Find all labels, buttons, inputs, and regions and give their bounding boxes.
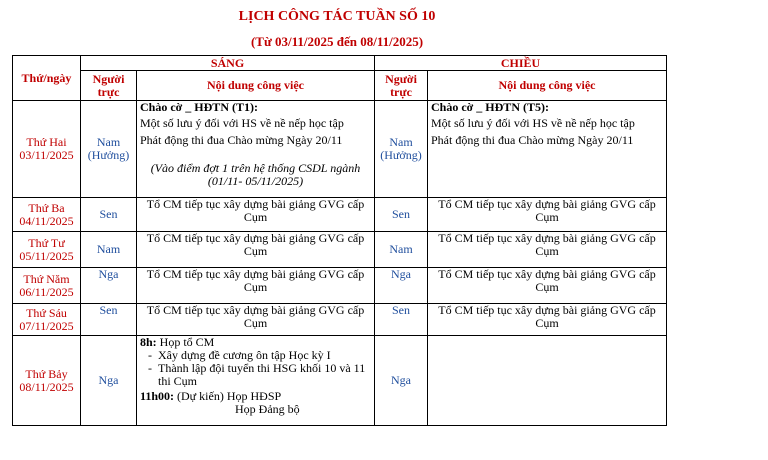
meeting-text: Họp Đảng bộ [235, 402, 300, 416]
day-cell [13, 232, 81, 268]
day-cell [13, 101, 81, 198]
meeting-text: (Dự kiến) Họp HĐSP [177, 389, 282, 403]
day-date: 07/11/2025 [19, 318, 74, 333]
day-date: 04/11/2025 [19, 213, 74, 228]
meeting-time: 8h: [140, 335, 157, 349]
table-row [13, 101, 667, 198]
afternoon-header: CHIỀU [375, 56, 667, 71]
morning-content-cell: Tổ CM tiếp tục xây dựng bài giảng GVG cấp Cụm [137, 198, 375, 232]
day-cell [13, 198, 81, 232]
day-name: Thứ Sáu [26, 305, 67, 320]
morning-content-cell: Tổ CM tiếp tục xây dựng bài giảng GVG cấp Cụm [137, 304, 375, 336]
afternoon-duty-cell: Sen [375, 304, 428, 336]
morning-content-line: Một số lưu ý đối với HS về nề nếp học tập [140, 116, 344, 130]
morning-content-note: (Vào điểm đợt 1 trên hệ thống CSDL ngành (01/11- 05/11/2025) [150, 161, 361, 188]
day-cell [13, 336, 81, 426]
day-name: Thứ Bảy [25, 366, 68, 381]
table-row [13, 336, 667, 426]
page-subtitle: (Từ 03/11/2025 đến 08/11/2025) [250, 34, 424, 49]
table-row [13, 232, 667, 268]
morning-duty-cell: Sen [81, 198, 137, 232]
morning-duty-cell: Sen [81, 304, 137, 336]
morning-duty-cell: Nga [81, 336, 137, 426]
day-name: Thứ Ba [28, 200, 65, 215]
header-row-1 [13, 56, 667, 71]
day-column-header: Thứ/ngày [13, 56, 81, 101]
afternoon-duty-cell: Nam [375, 232, 428, 268]
afternoon-content-line: Một số lưu ý đối với HS về nề nếp học tập [431, 116, 635, 130]
afternoon-content-cell: Tổ CM tiếp tục xây dựng bài giảng GVG cấp Cụm [428, 304, 667, 336]
day-cell [13, 304, 81, 336]
day-date: 06/11/2025 [19, 284, 74, 299]
day-date: 08/11/2025 [19, 379, 74, 394]
table-row [13, 304, 667, 336]
day-name: Thứ Hai [26, 135, 67, 149]
morning-content-cell [137, 336, 375, 426]
table-row [13, 198, 667, 232]
afternoon-content-cell [428, 101, 667, 198]
list-item: - Thành lập đội tuyển thi HSG khối 10 và 11 thi Cụm [158, 362, 371, 388]
morning-content-cell: Tổ CM tiếp tục xây dựng bài giảng GVG cấp Cụm [137, 232, 375, 268]
schedule-table [12, 55, 667, 426]
afternoon-duty-cell: Sen [375, 198, 428, 232]
afternoon-duty-cell: Nga [375, 268, 428, 304]
afternoon-content-cell: Tổ CM tiếp tục xây dựng bài giảng GVG cấp Cụm [428, 268, 667, 304]
meeting-text: Họp tổ CM [159, 335, 215, 349]
afternoon-content-title: Chào cờ _ HĐTN (T5): [431, 100, 549, 114]
morning-content-line: Phát động thi đua Chào mừng Ngày 20/11 [140, 133, 343, 147]
header-row-2 [13, 71, 667, 101]
page-title: LỊCH CÔNG TÁC TUẦN SỐ 10 [238, 9, 436, 24]
morning-duty-cell: Nam (Hưởng) [81, 101, 137, 198]
day-name: Thứ Năm [23, 271, 70, 286]
meeting-time: 11h00: [140, 389, 175, 403]
afternoon-content-line: Phát động thi đua Chào mừng Ngày 20/11 [431, 133, 634, 147]
afternoon-content-cell: Tổ CM tiếp tục xây dựng bài giảng GVG cấp Cụm [428, 232, 667, 268]
day-name: Thứ Tư [28, 235, 65, 250]
day-date: 03/11/2025 [19, 148, 74, 162]
afternoon-duty-cell: Nam (Hưởng) [375, 101, 428, 198]
morning-duty-header: Người trực [81, 71, 137, 101]
afternoon-duty-cell: Nga [375, 336, 428, 426]
morning-content-title: Chào cờ _ HĐTN (T1): [140, 100, 258, 114]
morning-duty-cell: Nam [81, 232, 137, 268]
table-row [13, 268, 667, 304]
morning-content-cell: Tổ CM tiếp tục xây dựng bài giảng GVG cấp Cụm [137, 268, 375, 304]
morning-duty-cell: Nga [81, 268, 137, 304]
afternoon-content-cell: Tổ CM tiếp tục xây dựng bài giảng GVG cấp Cụm [428, 198, 667, 232]
day-date: 05/11/2025 [19, 248, 74, 263]
afternoon-content-header: Nội dung công việc [428, 71, 667, 101]
list-item: - Xây dựng đề cương ôn tập Học kỳ I [158, 349, 371, 362]
morning-content-cell [137, 101, 375, 198]
meeting-agenda-list [140, 349, 371, 388]
afternoon-duty-header: Người trực [375, 71, 428, 101]
morning-content-header: Nội dung công việc [137, 71, 375, 101]
day-cell [13, 268, 81, 304]
morning-header: SÁNG [81, 56, 375, 71]
afternoon-content-cell [428, 336, 667, 426]
